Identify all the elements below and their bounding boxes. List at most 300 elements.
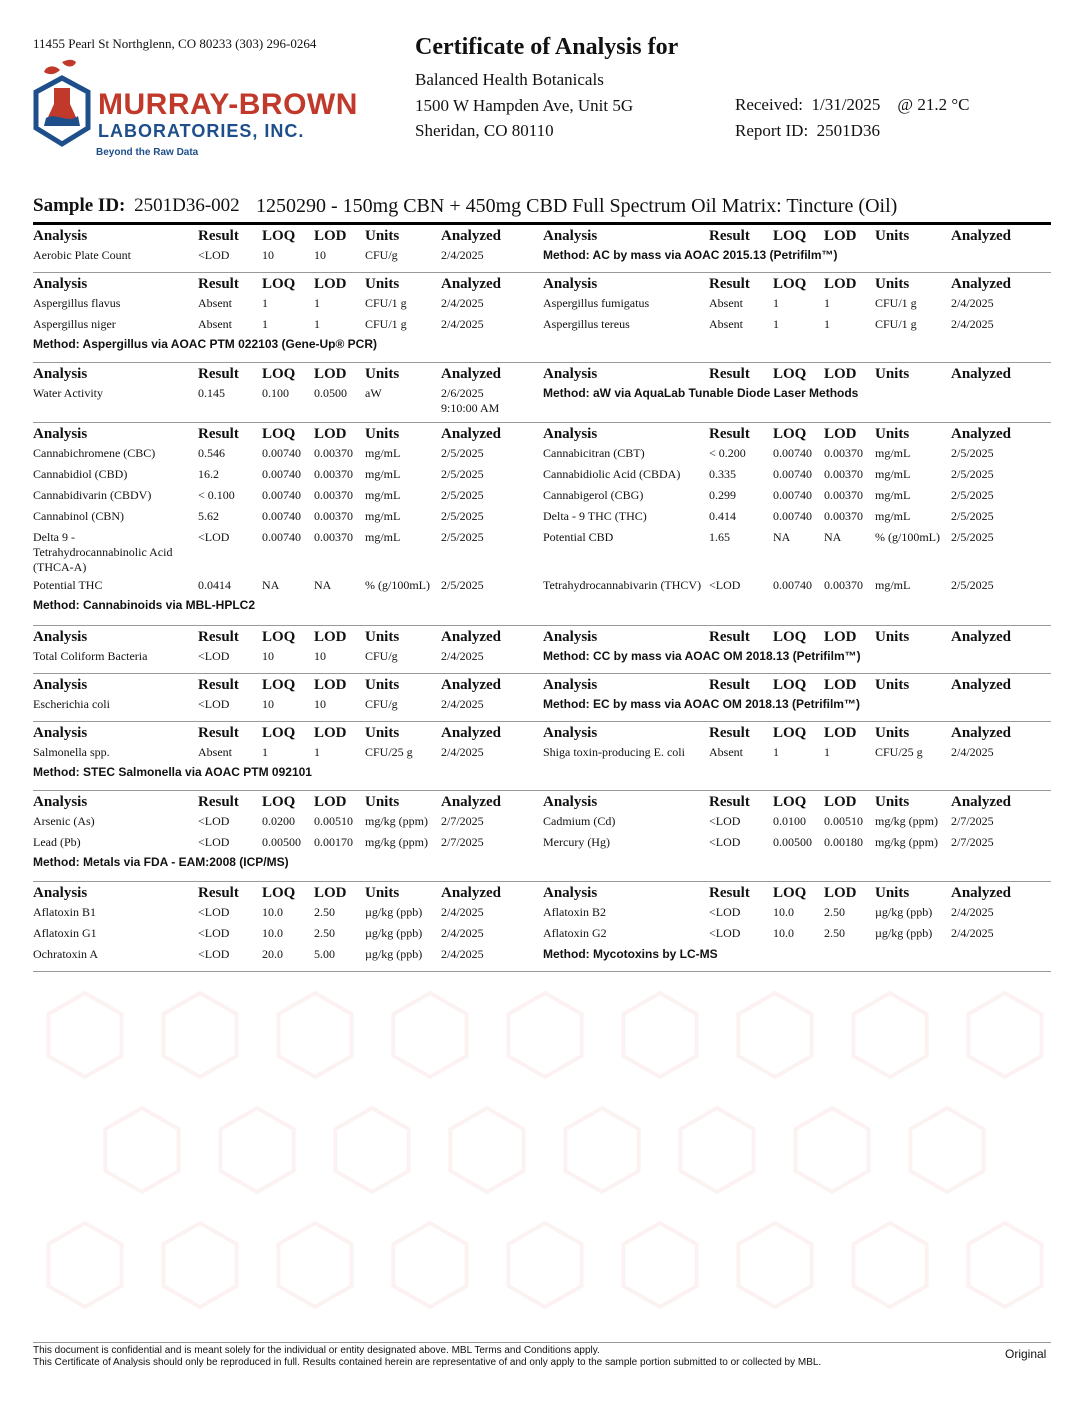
- column-header: Result: [709, 677, 750, 693]
- result-cell: 2/4/2025: [441, 697, 484, 711]
- result-cell: 10: [314, 248, 326, 262]
- section-divider: [33, 362, 1051, 363]
- result-cell: Cannabinol (CBN): [33, 509, 124, 523]
- result-cell: CFU/g: [365, 697, 398, 711]
- column-header: Units: [365, 885, 400, 901]
- result-cell: 2/5/2025: [441, 446, 484, 460]
- result-cell: Absent: [709, 296, 743, 310]
- flask-logo-icon: [30, 58, 94, 158]
- watermark-hexagon-icon: [968, 1223, 1041, 1307]
- result-cell: 0.00370: [824, 467, 863, 481]
- watermark-hexagon-icon: [278, 1223, 351, 1307]
- received-info: Received: 1/31/2025 @ 21.2 °C: [735, 95, 970, 114]
- result-cell: < 0.100: [198, 488, 235, 502]
- watermark-hexagon-icon: [278, 993, 351, 1077]
- result-cell: <LOD: [198, 248, 230, 262]
- result-cell: 0.00500: [262, 835, 301, 849]
- column-header: Analysis: [33, 366, 88, 382]
- result-cell: 0.414: [709, 509, 736, 523]
- column-header: LOQ: [262, 426, 296, 442]
- column-header: Analyzed: [441, 885, 501, 901]
- result-cell: µg/kg (ppb): [365, 905, 423, 919]
- column-header: LOQ: [262, 228, 296, 244]
- result-cell: Cannabichromene (CBC): [33, 446, 156, 460]
- result-cell: <LOD: [709, 578, 741, 592]
- column-header: LOQ: [773, 426, 807, 442]
- result-cell: 2/7/2025: [441, 814, 484, 828]
- result-cell: 2/4/2025: [441, 248, 484, 262]
- result-cell: mg/mL: [875, 578, 911, 592]
- result-cell: 0.546: [198, 446, 225, 460]
- column-header: LOD: [314, 725, 347, 741]
- result-cell: 10.0: [262, 926, 283, 940]
- result-cell: 2/4/2025: [441, 926, 484, 940]
- column-header: Analyzed: [951, 426, 1011, 442]
- result-cell: 0.00740: [773, 509, 812, 523]
- result-cell: Aerobic Plate Count: [33, 248, 131, 262]
- result-cell: 0.299: [709, 488, 736, 502]
- result-cell: NA: [773, 530, 791, 544]
- column-header: Analysis: [33, 629, 88, 645]
- column-header: Analyzed: [441, 725, 501, 741]
- result-cell: Absent: [198, 317, 232, 331]
- result-cell: CFU/g: [365, 649, 398, 663]
- result-cell: µg/kg (ppb): [875, 926, 933, 940]
- result-cell: Aspergillus tereus: [543, 317, 630, 331]
- column-header: LOD: [824, 725, 857, 741]
- document-status: Original: [1005, 1347, 1047, 1361]
- result-cell: 2/7/2025: [441, 835, 484, 849]
- column-header: LOD: [824, 366, 857, 382]
- watermark-logo-pattern: [30, 980, 1060, 1320]
- result-cell: 1: [262, 745, 268, 759]
- result-cell: 2/5/2025: [441, 578, 484, 592]
- watermark-hexagon-icon: [163, 993, 236, 1077]
- column-header: LOD: [824, 677, 857, 693]
- column-header: LOD: [824, 426, 857, 442]
- column-header: Analyzed: [951, 725, 1011, 741]
- column-header: Result: [198, 885, 239, 901]
- result-cell: 2/4/2025: [441, 649, 484, 663]
- result-cell: Total Coliform Bacteria: [33, 649, 148, 663]
- result-cell: 2/7/2025: [951, 814, 994, 828]
- column-header: Analyzed: [951, 885, 1011, 901]
- column-header: Analysis: [543, 426, 598, 442]
- result-cell: Mercury (Hg): [543, 835, 610, 849]
- result-cell: Cannabicitran (CBT): [543, 446, 645, 460]
- result-cell: Aflatoxin G1: [33, 926, 97, 940]
- watermark-hexagon-icon: [393, 1223, 466, 1307]
- result-cell: mg/mL: [875, 488, 911, 502]
- result-cell: 2/4/2025: [951, 296, 994, 310]
- watermark-hexagon-icon: [680, 1108, 753, 1192]
- result-cell: 1: [262, 296, 268, 310]
- result-cell: 2.50: [314, 926, 335, 940]
- column-header: LOD: [314, 677, 347, 693]
- lab-logo: [30, 58, 360, 163]
- result-cell: <LOD: [198, 926, 230, 940]
- result-cell: 10: [262, 697, 274, 711]
- result-cell: 0.00740: [262, 467, 301, 481]
- result-cell: mg/mL: [875, 446, 911, 460]
- client-address-line2: Sheridan, CO 80110: [415, 121, 554, 140]
- result-cell: 1: [824, 745, 830, 759]
- column-header: Analysis: [543, 725, 598, 741]
- result-cell: Absent: [198, 296, 232, 310]
- result-cell: Aspergillus flavus: [33, 296, 121, 310]
- watermark-hexagon-icon: [48, 993, 121, 1077]
- column-header: Analysis: [543, 629, 598, 645]
- column-header: LOQ: [773, 725, 807, 741]
- column-header: LOQ: [773, 885, 807, 901]
- column-header: LOQ: [262, 276, 296, 292]
- column-header: Units: [365, 725, 400, 741]
- column-header: Analysis: [33, 725, 88, 741]
- column-header: Result: [198, 677, 239, 693]
- result-cell: <LOD: [709, 926, 741, 940]
- result-cell: mg/mL: [365, 488, 401, 502]
- column-header: Analyzed: [441, 228, 501, 244]
- column-header: LOQ: [262, 885, 296, 901]
- watermark-hexagon-icon: [853, 1223, 926, 1307]
- section-divider: [33, 721, 1051, 722]
- result-cell: 2/4/2025: [441, 905, 484, 919]
- table-end-divider: [33, 971, 1051, 972]
- column-header: Result: [198, 426, 239, 442]
- result-cell: CFU/1 g: [365, 296, 407, 310]
- result-cell: 10.0: [773, 926, 794, 940]
- method-label: Method: Cannabinoids via MBL-HPLC2: [33, 598, 255, 612]
- footer-disclaimer: [33, 1345, 821, 1369]
- result-cell: Cannabigerol (CBG): [543, 488, 644, 502]
- column-header: Units: [365, 228, 400, 244]
- result-cell: 1: [314, 296, 320, 310]
- result-cell: 0.0100: [773, 814, 806, 828]
- column-header: Result: [709, 366, 750, 382]
- column-header: LOD: [314, 366, 347, 382]
- column-header: Analysis: [543, 276, 598, 292]
- method-label: Method: Metals via FDA - EAM:2008 (ICP/MS): [33, 855, 289, 869]
- column-header: Result: [198, 725, 239, 741]
- result-cell: % (g/100mL): [875, 530, 940, 544]
- result-cell: CFU/25 g: [875, 745, 923, 759]
- result-cell: 0.00740: [262, 530, 301, 544]
- result-cell: 2/4/2025: [951, 905, 994, 919]
- result-cell: 2/5/2025: [951, 488, 994, 502]
- column-header: Analysis: [33, 276, 88, 292]
- result-cell: 1: [773, 317, 779, 331]
- result-cell: 2/4/2025: [441, 296, 484, 310]
- column-header: LOD: [314, 426, 347, 442]
- method-label: Method: AC by mass via AOAC 2015.13 (Petrifilm™): [543, 248, 838, 262]
- watermark-hexagon-icon: [738, 1223, 811, 1307]
- watermark-hexagon-icon: [335, 1108, 408, 1192]
- column-header: Analyzed: [951, 276, 1011, 292]
- column-header: Units: [875, 885, 910, 901]
- result-cell: 0.00370: [314, 467, 353, 481]
- result-cell: <LOD: [709, 835, 741, 849]
- result-cell: % (g/100mL): [365, 578, 430, 592]
- result-cell: 2/4/2025: [441, 745, 484, 759]
- column-header: Analyzed: [951, 228, 1011, 244]
- result-cell: µg/kg (ppb): [875, 905, 933, 919]
- column-header: LOD: [824, 629, 857, 645]
- result-cell: 0.0414: [198, 578, 231, 592]
- sample-id-value: 2501D36-002: [134, 195, 240, 216]
- column-header: Result: [198, 629, 239, 645]
- result-cell: Arsenic (As): [33, 814, 95, 828]
- result-cell: 10: [314, 697, 326, 711]
- method-label: Method: Aspergillus via AOAC PTM 022103 (Gene-Up® PCR): [33, 337, 378, 351]
- sample-id-block: [33, 195, 240, 217]
- column-header: Analysis: [543, 677, 598, 693]
- result-cell: Aspergillus niger: [33, 317, 116, 331]
- column-header: Analyzed: [441, 629, 501, 645]
- result-cell: Aflatoxin B1: [33, 905, 96, 919]
- result-cell: NA: [824, 530, 842, 544]
- result-cell: Potential THC: [33, 578, 103, 592]
- result-cell: 2/5/2025: [951, 467, 994, 481]
- result-cell: 0.00370: [824, 446, 863, 460]
- result-cell: 0.0500: [314, 386, 347, 400]
- watermark-hexagon-icon: [738, 993, 811, 1077]
- result-cell: Cannabidiolic Acid (CBDA): [543, 467, 681, 481]
- column-header: Result: [709, 885, 750, 901]
- result-cell: 2/5/2025: [441, 509, 484, 523]
- result-cell: 0.145: [198, 386, 225, 400]
- column-header: LOD: [314, 228, 347, 244]
- result-cell: Cadmium (Cd): [543, 814, 616, 828]
- column-header: Units: [365, 629, 400, 645]
- column-header: Result: [198, 794, 239, 810]
- result-cell: Cannabidiol (CBD): [33, 467, 128, 481]
- column-header: LOQ: [773, 366, 807, 382]
- column-header: LOD: [314, 629, 347, 645]
- result-cell: <LOD: [198, 530, 230, 544]
- result-cell: CFU/1 g: [365, 317, 407, 331]
- lab-name-line2: LABORATORIES, INC.: [98, 121, 305, 141]
- report-id: Report ID: 2501D36: [735, 120, 880, 140]
- result-cell: Tetrahydrocannabivarin (THCV): [543, 578, 702, 592]
- result-cell: 1: [773, 296, 779, 310]
- column-header: LOQ: [773, 677, 807, 693]
- result-cell: 0.00370: [824, 578, 863, 592]
- result-cell: Shiga toxin-producing E. coli: [543, 745, 685, 759]
- watermark-hexagon-icon: [508, 993, 581, 1077]
- method-label: Method: aW via AquaLab Tunable Diode Laser Methods: [543, 386, 859, 400]
- lab-name-line1: MURRAY-BROWN: [98, 88, 358, 121]
- result-cell: mg/mL: [875, 509, 911, 523]
- section-divider: [33, 272, 1051, 273]
- result-cell: NA: [314, 578, 332, 592]
- column-header: Units: [365, 426, 400, 442]
- column-header: Result: [709, 629, 750, 645]
- footer-divider: [33, 1342, 1051, 1343]
- column-header: Result: [709, 426, 750, 442]
- result-cell: Ochratoxin A: [33, 947, 98, 961]
- column-header: Analyzed: [441, 677, 501, 693]
- column-header: Analysis: [543, 228, 598, 244]
- result-cell: 2.50: [314, 905, 335, 919]
- result-cell: 2/5/2025: [441, 488, 484, 502]
- result-cell: 1: [824, 296, 830, 310]
- result-cell: µg/kg (ppb): [365, 947, 423, 961]
- watermark-hexagon-icon: [623, 1223, 696, 1307]
- result-cell: mg/kg (ppm): [875, 835, 938, 849]
- result-cell: 10: [314, 649, 326, 663]
- column-header: LOQ: [262, 629, 296, 645]
- result-cell: Lead (Pb): [33, 835, 81, 849]
- result-cell: Absent: [709, 745, 743, 759]
- column-header: LOQ: [262, 366, 296, 382]
- column-header: Result: [709, 276, 750, 292]
- result-cell: 0.00180: [824, 835, 863, 849]
- result-cell: 2/5/2025: [951, 446, 994, 460]
- result-cell: Aflatoxin G2: [543, 926, 607, 940]
- column-header: Result: [198, 366, 239, 382]
- result-cell: Aspergillus fumigatus: [543, 296, 650, 310]
- column-header: Units: [875, 677, 910, 693]
- result-cell: 2/4/2025: [951, 317, 994, 331]
- result-cell: 2/4/2025: [441, 947, 484, 961]
- result-cell: 2/5/2025: [441, 530, 484, 544]
- column-header: LOQ: [773, 629, 807, 645]
- result-cell: Absent: [198, 745, 232, 759]
- result-cell: 10.0: [262, 905, 283, 919]
- result-cell: 0.00370: [824, 488, 863, 502]
- section-divider: [33, 881, 1051, 882]
- receipt-block: [735, 92, 969, 143]
- column-header: Analysis: [33, 228, 88, 244]
- column-header: Analyzed: [951, 677, 1011, 693]
- result-cell: Potential CBD: [543, 530, 614, 544]
- column-header: Analysis: [33, 794, 88, 810]
- result-cell: mg/mL: [875, 467, 911, 481]
- result-cell: 0.335: [709, 467, 736, 481]
- result-cell: CFU/1 g: [875, 296, 917, 310]
- result-cell: 1: [824, 317, 830, 331]
- result-cell: 1: [262, 317, 268, 331]
- column-header: Units: [875, 228, 910, 244]
- result-cell: 10.0: [773, 905, 794, 919]
- result-cell: Escherichia coli: [33, 697, 110, 711]
- column-header: Units: [875, 629, 910, 645]
- result-cell: 2/4/2025: [441, 317, 484, 331]
- column-header: Analyzed: [441, 276, 501, 292]
- result-cell: mg/mL: [365, 467, 401, 481]
- column-header: Result: [198, 228, 239, 244]
- result-cell: mg/mL: [365, 446, 401, 460]
- method-label: Method: Mycotoxins by LC-MS: [543, 947, 718, 961]
- result-cell: CFU/g: [365, 248, 398, 262]
- column-header: Units: [365, 276, 400, 292]
- client-name: Balanced Health Botanicals: [415, 70, 604, 89]
- watermark-hexagon-icon: [220, 1108, 293, 1192]
- column-header: Units: [875, 276, 910, 292]
- result-cell: Delta - 9 THC (THC): [543, 509, 647, 523]
- result-cell: <LOD: [198, 905, 230, 919]
- result-cell: Water Activity: [33, 386, 104, 400]
- result-cell: 0.00370: [824, 509, 863, 523]
- result-cell: 10: [262, 649, 274, 663]
- result-cell: 0.00510: [314, 814, 353, 828]
- column-header: Result: [198, 276, 239, 292]
- result-cell: 1: [314, 745, 320, 759]
- result-cell: <LOD: [198, 814, 230, 828]
- column-header: Analyzed: [951, 794, 1011, 810]
- result-cell: <LOD: [198, 835, 230, 849]
- column-header: Units: [875, 725, 910, 741]
- result-cell: 0.00740: [773, 467, 812, 481]
- result-cell: 16.2: [198, 467, 219, 481]
- column-header: Analyzed: [441, 366, 501, 382]
- result-cell: <LOD: [709, 814, 741, 828]
- column-header: Units: [365, 677, 400, 693]
- result-cell: 0.00740: [262, 509, 301, 523]
- result-cell: mg/mL: [365, 530, 401, 544]
- result-cell: 0.00510: [824, 814, 863, 828]
- watermark-hexagon-icon: [450, 1108, 523, 1192]
- header-divider: [33, 222, 1051, 225]
- result-cell: 0.00740: [773, 578, 812, 592]
- result-cell: Aflatoxin B2: [543, 905, 606, 919]
- column-header: Analysis: [33, 885, 88, 901]
- column-header: Analysis: [543, 885, 598, 901]
- result-cell: 0.00370: [314, 446, 353, 460]
- result-cell: 2/5/2025: [951, 509, 994, 523]
- watermark-hexagon-icon: [48, 1223, 121, 1307]
- result-cell: 5.00: [314, 947, 335, 961]
- column-header: LOQ: [773, 794, 807, 810]
- result-cell: 1: [314, 317, 320, 331]
- column-header: Units: [365, 366, 400, 382]
- result-cell: 2.50: [824, 905, 845, 919]
- report-title: Certificate of Analysis for: [415, 34, 679, 60]
- section-divider: [33, 673, 1051, 674]
- result-cell: 2.50: [824, 926, 845, 940]
- result-cell: 0.00740: [773, 446, 812, 460]
- result-cell: 2/4/2025: [951, 926, 994, 940]
- result-cell: mg/kg (ppm): [365, 814, 428, 828]
- column-header: LOQ: [262, 725, 296, 741]
- result-cell: NA: [262, 578, 280, 592]
- section-divider: [33, 422, 1051, 423]
- footer-line2: This Certificate of Analysis should only be reproduced in full. Results contained herein are representative of and only apply to the sample portion submitted to or collected by MBL.: [33, 1357, 822, 1368]
- column-header: LOD: [314, 885, 347, 901]
- watermark-hexagon-icon: [623, 993, 696, 1077]
- section-divider: [33, 790, 1051, 791]
- result-cell: 0.00500: [773, 835, 812, 849]
- result-cell: mg/kg (ppm): [365, 835, 428, 849]
- column-header: LOQ: [773, 276, 807, 292]
- column-header: Result: [709, 794, 750, 810]
- result-cell: 0.100: [262, 386, 289, 400]
- client-block: [415, 67, 633, 144]
- watermark-hexagon-icon: [508, 1223, 581, 1307]
- column-header: Units: [875, 366, 910, 382]
- sample-product: 1250290 - 150mg CBN + 450mg CBD Full Spectrum Oil Matrix: Tincture (Oil): [256, 195, 898, 217]
- result-cell: CFU/25 g: [365, 745, 413, 759]
- result-cell: Salmonella spp.: [33, 745, 110, 759]
- column-header: Analysis: [543, 366, 598, 382]
- result-cell: Cannabidivarin (CBDV): [33, 488, 152, 502]
- result-cell: 2/5/2025: [951, 578, 994, 592]
- column-header: Analysis: [33, 677, 88, 693]
- watermark-hexagon-icon: [105, 1108, 178, 1192]
- column-header: Analyzed: [441, 426, 501, 442]
- column-header: Analyzed: [951, 366, 1011, 382]
- result-cell: 0.00370: [314, 530, 353, 544]
